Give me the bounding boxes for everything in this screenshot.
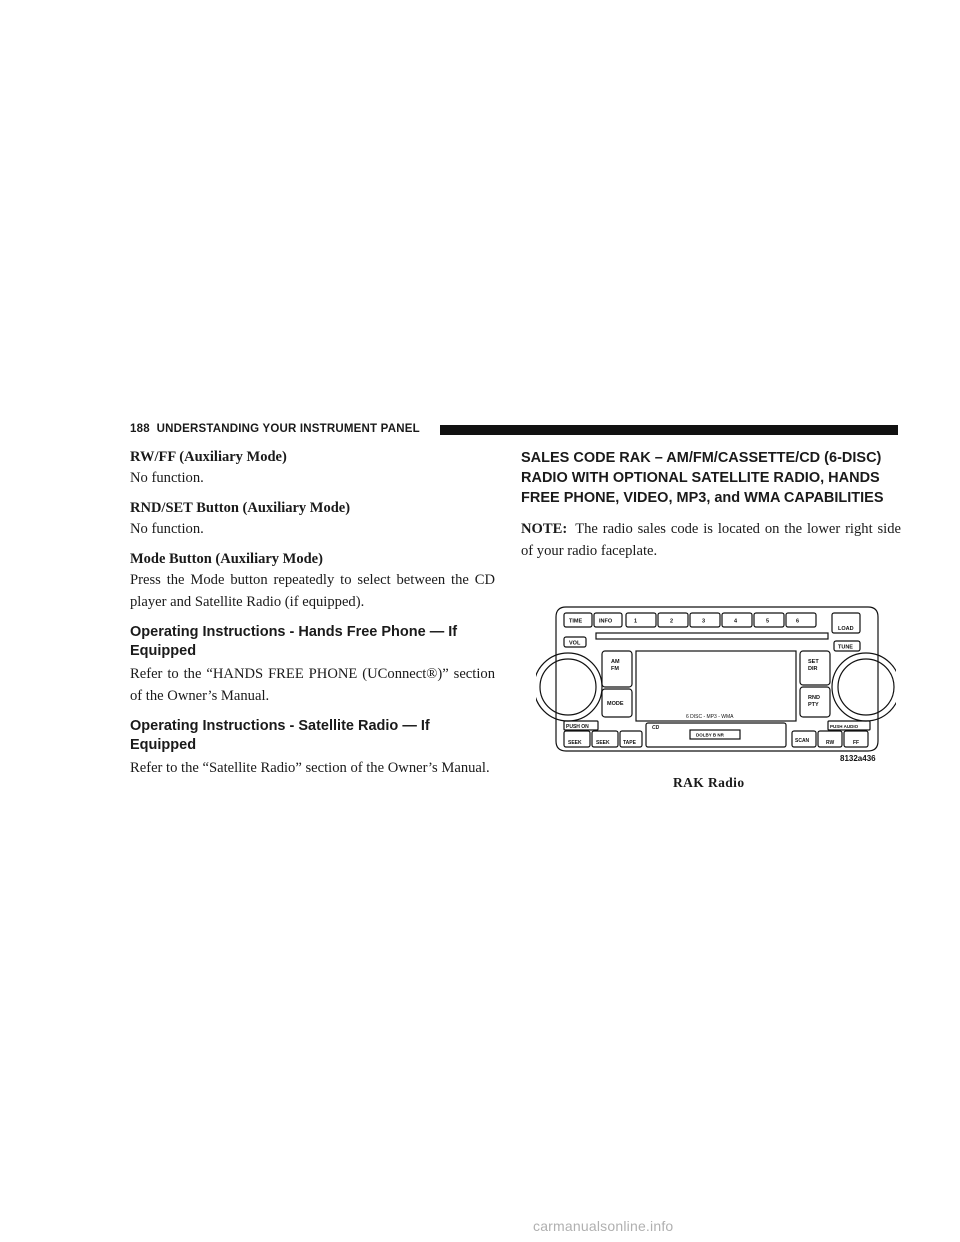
left-column (130, 448, 495, 783)
figure-code: 8132a436 (840, 754, 876, 763)
volume-knob (540, 659, 596, 715)
text-mode: Press the Mode button repeatedly to select between the CD player and Satellite Radio (if equipped). (130, 572, 495, 610)
right-column (521, 448, 901, 566)
page-header-text: 188 UNDERSTANDING YOUR INSTRUMENT PANEL (130, 423, 420, 435)
time-label: TIME (569, 618, 583, 625)
note-text: The radio sales code is located on the lower right side of your radio faceplate. (521, 521, 901, 559)
rw-label: RW (826, 740, 835, 746)
preset-6-label: 6 (796, 618, 800, 625)
text-rnd-set: No function. (130, 521, 204, 537)
text-hands-free: Refer to the “HANDS FREE PHONE (UConnect®)” section of the Owner’s Manual. (130, 666, 495, 704)
preset-4-label: 4 (734, 618, 738, 625)
tune-label: TUNE (838, 644, 853, 651)
preset-2-label: 2 (670, 618, 674, 625)
seek-forward-label: SEEK (596, 740, 610, 746)
pty-label: PTY (808, 702, 819, 708)
heading-rnd-set: RND/SET Button (Auxiliary Mode) (130, 500, 351, 516)
heading-sales-code: SALES CODE RAK – AM/FM/CASSETTE/CD (6-DISC) RADIO WITH OPTIONAL SATELLITE RADIO, HANDS FREE PHONE, VIDEO, MP3, and WMA CAPABILITIES (521, 450, 884, 506)
scan-label: SCAN (795, 738, 810, 744)
header-rule (440, 425, 898, 435)
tape-label: TAPE (623, 740, 636, 746)
heading-satellite: Operating Instructions - Satellite Radio — If Equipped (130, 718, 430, 753)
push-audio-label: PUSH AUDIO (830, 724, 859, 729)
seek-back-label: SEEK (568, 740, 582, 746)
note-label: NOTE: (521, 521, 568, 537)
tune-knob-outer (832, 653, 896, 721)
disc-label: 6 DISC - MP3 - WMA (686, 714, 734, 720)
display-screen (636, 651, 796, 721)
note-paragraph (521, 518, 901, 562)
volume-knob-outer (536, 653, 602, 721)
page-header (130, 423, 898, 437)
preset-1-button (626, 613, 656, 627)
ff-label: FF (853, 740, 860, 746)
heading-mode: Mode Button (Auxiliary Mode) (130, 551, 323, 567)
rnd-label: RND (808, 695, 820, 701)
preset-3-label: 3 (702, 618, 706, 625)
text-satellite: Refer to the “Satellite Radio” section of the Owner’s Manual. (130, 760, 490, 776)
load-label: LOAD (838, 626, 854, 632)
dolby-label: DOLBY B NR (696, 732, 724, 738)
info-label: INFO (599, 618, 613, 625)
cd-logo: CD (652, 725, 660, 731)
cd-slot (596, 633, 828, 639)
heading-rwff: RW/FF (Auxiliary Mode) (130, 449, 287, 465)
figure-caption: RAK Radio (673, 775, 745, 790)
heading-hands-free: Operating Instructions - Hands Free Phone — If Equipped (130, 624, 458, 659)
dir-label: DIR (808, 666, 818, 672)
vol-label: VOL (569, 640, 581, 647)
rak-radio-illustration (536, 603, 896, 763)
set-label: SET (808, 659, 819, 665)
push-on-label: PUSH ON (566, 724, 589, 730)
text-rwff: No function. (130, 470, 204, 486)
am-label: AM (611, 659, 620, 665)
preset-1-label: 1 (634, 618, 638, 625)
fm-label: FM (611, 666, 619, 672)
mode-label: MODE (607, 701, 624, 707)
watermark: carmanualsonline.info (533, 1218, 674, 1234)
preset-5-label: 5 (766, 618, 770, 625)
preset-6-button (786, 613, 816, 627)
tune-knob (838, 659, 894, 715)
